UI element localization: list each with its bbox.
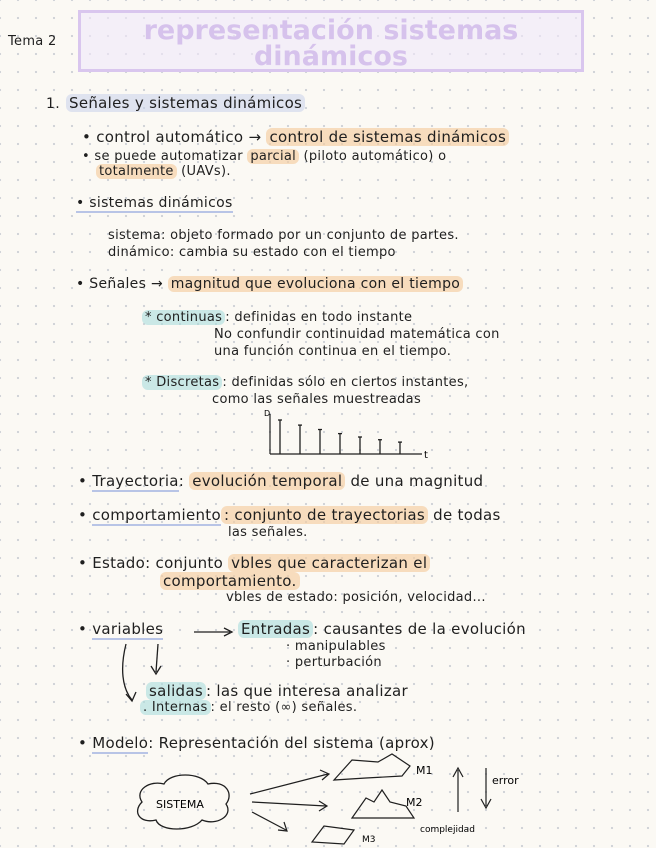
entradas-manipulables: · manipulables [286,639,386,654]
control-automatizar: • se puede automatizar [82,149,243,164]
section-heading-text: Señales y sistemas dinámicos [66,94,305,112]
discretas-label: * Discretas [142,375,222,390]
entradas-def: : causantes de la evolución [313,620,526,638]
dinamico-def: dinámico: cambia su estado con el tiempo [108,245,396,260]
arrow-right-icon: → [248,128,262,146]
arrow-right-icon: → [150,276,163,292]
discretas-def: : definidas sólo en ciertos instantes, [222,375,469,390]
control-uavs: (UAVs). [181,164,231,179]
continuas-def: : definidas en todo instante [225,310,413,325]
modelo-def: : Representación del sistema (aprox) [148,734,435,752]
comportamiento-label: comportamiento [92,506,221,524]
plot-y-label: D [264,409,271,418]
trayectoria-def-rest: de una magnitud [350,472,484,490]
m3-shape [312,826,354,844]
entradas-perturbacion: · perturbación [286,655,382,670]
m2-label: M2 [406,796,423,809]
senales-def: magnitud que evoluciona con el tiempo [168,276,463,292]
continuas-line [142,310,412,325]
continuas-note-2: una función continua en el tiempo. [214,344,452,359]
continuas-note-1: No confundir continuidad matemática con [214,327,500,342]
estado-def-a: : conjunto [145,554,224,572]
salidas-line [146,682,408,700]
control-sistemas: control de sistemas dinámicos [266,128,509,146]
m2-shape [352,790,414,818]
trayectoria-def-hl: evolución temporal [189,472,345,490]
trayectoria-label: Trayectoria [92,472,179,490]
control-parcial: parcial [247,149,299,164]
modelo-label: Modelo [92,734,149,752]
comportamiento-def-hl: : conjunto de trayectorias [221,506,428,524]
control-line-2 [82,149,446,164]
m1-shape [334,754,410,780]
entradas-line [238,620,526,638]
title-line-1: representación sistemas [143,15,519,46]
section-number: 1. [46,96,60,112]
variables-label: variables [92,620,164,638]
error-label: error [492,774,519,787]
estado-line-3: vbles de estado: posición, velocidad... [226,590,486,605]
title-line-2: dinámicos [253,41,409,72]
sistemas-bullet [76,195,233,211]
control-line-3 [96,164,231,179]
comportamiento-line: • comportamiento : conjunto de trayectorias de todas [78,506,501,524]
comportamiento-def-rest: de todas [433,506,501,524]
variables-line: • variables [78,620,164,638]
discretas-note: como las señales muestreadas [212,392,422,407]
title-box [78,10,584,72]
estado-line-2 [160,572,300,590]
control-piloto: (piloto automático) o [303,149,447,164]
estado-def-hl: vbles que caracterizan el [228,554,430,572]
m1-label: M1 [416,764,433,777]
senales-label: • Señales [76,276,147,292]
plot-x-label: t [424,450,428,461]
arrow-right-icon [192,626,236,638]
salidas-def: : las que interesa analizar [205,682,408,700]
complejidad-label: complejidad [420,825,475,835]
section-heading [66,94,305,112]
discretas-line [142,375,468,390]
modelo-line: • Modelo: Representación del sistema (aprox) [78,734,435,752]
internas-def: : el resto (∞) señales. [210,700,358,715]
sistema-def: sistema: objeto formado por un conjunto de partes. [108,228,459,243]
sistema-label: SISTEMA [156,798,204,811]
continuas-label: * continuas [142,310,225,325]
modelo-diagram [130,750,550,848]
m3-label: M3 [362,835,376,845]
entradas-label: Entradas [238,620,313,638]
tema-label: Tema 2 [8,34,57,49]
trayectoria-line: • Trayectoria: evolución temporal de una magnitud [78,472,484,490]
estado-comportamiento: comportamiento. [160,572,300,590]
discrete-signal-plot [262,410,432,460]
estado-line [78,554,430,572]
comportamiento-line-2: las señales. [228,525,308,540]
internas-label: . Internas [140,700,211,715]
control-automatico: • control automático [82,128,244,146]
salidas-label: salidas [146,682,206,700]
internas-line [140,700,357,715]
senales-line [76,276,463,292]
sistemas-heading: • sistemas dinámicos [76,195,233,211]
estado-label: • Estado [78,554,146,572]
control-line-1 [82,128,509,146]
control-totalmente: totalmente [96,164,177,179]
